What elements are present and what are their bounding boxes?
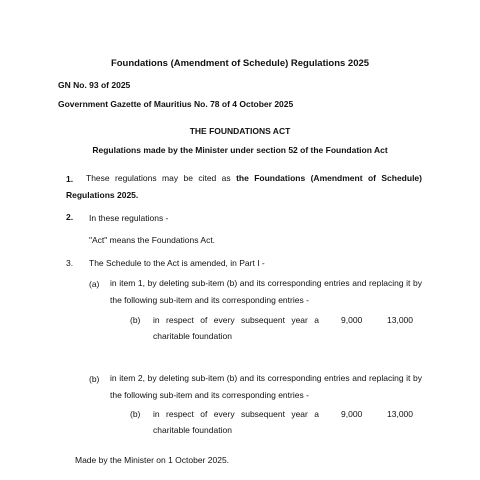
document-title: Foundations (Amendment of Schedule) Regulations 2025 bbox=[110, 58, 370, 69]
item-a-row-desc-line1: in respect of every subsequent year a bbox=[153, 315, 319, 325]
made-by-line: Made by the Minister on 1 October 2025. bbox=[75, 455, 230, 465]
gazette-line: Government Gazette of Mauritius No. 78 of 4 October 2025 bbox=[58, 99, 294, 109]
item-b-text: in item 2, by deleting sub-item (b) and its corresponding entries and replacing it by the following sub-item and its corresponding entries - bbox=[110, 373, 422, 400]
section-2-text: In these regulations - bbox=[89, 213, 169, 223]
item-b-row-desc-line2: charitable foundation bbox=[153, 425, 232, 435]
section-2-number: 2. bbox=[66, 212, 74, 222]
item-b-row-value-2: 13,000 bbox=[387, 409, 413, 419]
item-b-row-desc-line1: in respect of every subsequent year a bbox=[153, 409, 319, 419]
act-definition: "Act" means the Foundations Act. bbox=[89, 235, 216, 245]
section-1-text-bold: the Foundations (Amendment of Schedule) Regulations 2025. bbox=[66, 173, 422, 200]
item-b-label: (b) bbox=[89, 374, 100, 384]
section-3-number: 3. bbox=[66, 258, 74, 268]
section-3-text: The Schedule to the Act is amended, in Part I - bbox=[89, 258, 265, 268]
act-heading: THE FOUNDATIONS ACT bbox=[189, 126, 291, 136]
section-1-text bbox=[66, 170, 422, 204]
item-a-label: (a) bbox=[89, 279, 100, 289]
item-b-row-value-1: 9,000 bbox=[341, 409, 363, 419]
gn-number: GN No. 93 of 2025 bbox=[58, 80, 131, 90]
item-a-row-label: (b) bbox=[130, 315, 141, 325]
item-a-row-desc-line2: charitable foundation bbox=[153, 331, 232, 341]
item-a-row-value-2: 13,000 bbox=[387, 315, 413, 325]
item-a-row-value-1: 9,000 bbox=[341, 315, 363, 325]
section-1-number: 1. bbox=[66, 174, 74, 184]
section-1-text-plain: These regulations may be cited as bbox=[86, 173, 231, 183]
item-a-text: in item 1, by deleting sub-item (b) and its corresponding entries and replacing it by the following sub-item and its corresponding entries - bbox=[110, 278, 422, 305]
act-subheading: Regulations made by the Minister under section 52 of the Foundation Act bbox=[92, 145, 388, 155]
item-b-row-label: (b) bbox=[130, 409, 141, 419]
